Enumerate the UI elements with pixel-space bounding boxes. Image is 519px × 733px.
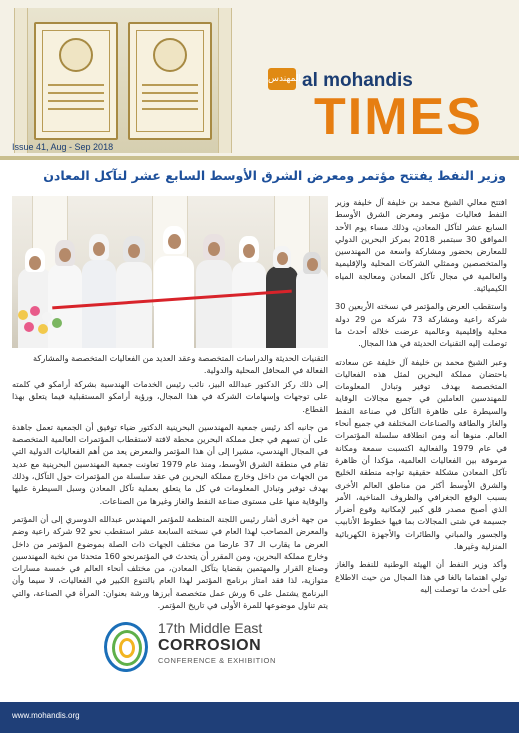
pillar bbox=[14, 8, 28, 153]
footer-bar bbox=[0, 702, 519, 733]
person bbox=[82, 222, 116, 348]
rings-icon bbox=[104, 622, 148, 672]
event-name: CORROSION bbox=[158, 637, 262, 654]
brand-name: al mohandis bbox=[302, 70, 413, 91]
person bbox=[154, 218, 194, 348]
article-paragraph: وأكد وزير النفط أن الهيئة الوطنية للنفط والغاز تولي اهتماما بالغا في هذا المجال من حيث الاطلاع على أحدث ما توصلت إليه bbox=[335, 559, 507, 594]
plaque-right bbox=[128, 22, 212, 140]
article-paragraph: إلى ذلك ركز الدكتور عبدالله البيز، نائب رئيس الخدمات الهندسية بشركة أرامكو في كلمته على توجهات وإسهامات الشركة في هذا المجال، ورؤية أرامكو المستقبلية فيما يتعلق بهذا القطاع. bbox=[12, 379, 328, 414]
person bbox=[266, 228, 298, 348]
person bbox=[196, 222, 232, 348]
ribbon-cutting-photo bbox=[12, 196, 328, 348]
person bbox=[232, 224, 266, 348]
issue-label: Issue 41, Aug - Sep 2018 bbox=[12, 142, 114, 152]
article-paragraph: وعبر الشيخ محمد بن خليفة آل خليفة عن سعادته باحتضان مملكة البحرين لمثل هذه الفعاليات المتخصصة بهدف توفير وتبادل المعلومات للمهندسين العاملين في جميع مجالات الوقاية والسيطرة على ظاهرة التآكل في صناعة النفط والغاز والطاقة والصناعات المختلفة في جميع أنحاء العالم. منوها أنه ومن انطلاقة سلسلة المؤتمرات في عام 1979 والفعالية اكتسبت سمعة ومكانة مرموقة بين الفعاليات العالمية، مؤكدا أن ظاهرة تآكل المعادن مشكلة حقيقية تواجه منطقة الخليج والشرق الأوسط أكثر من مناطق العالم الأخرى بسبب الوقع الجغرافي والظروف المناخية، الأمر الذي أصبح مصدر قلق كبير لإمكانية وقوع أضرار جسيمة في شتى المجالات بما فيها خطوط الأنابيب والجسور والمباني والطائرات والأجهزة الكهربائية المنزلية وغيرها. bbox=[335, 356, 507, 552]
person bbox=[116, 224, 152, 348]
masthead-photo bbox=[14, 8, 232, 153]
person bbox=[296, 232, 328, 348]
article-column-right bbox=[335, 196, 507, 696]
article-paragraph: افتتح معالي الشيخ محمد بن خليفة آل خليفة وزير النفط فعاليات مؤتمر ومعرض الشرق الأوسط السابع عشر لتآكل المعادن، وذلك مساء يوم الأحد الموافق 30 سبتمبر 2018 بمركز البحرين الدولي للمعارض بحضور ومشاركة واسعة من المهندسين والمتخصصين وممثلي الشركات المحلية والإقليمية والعالمية في مجال تآكل المعادن ومعالجة المياه الكيميائية. bbox=[335, 197, 507, 294]
article-headline: وزير النفط يفتتح مؤتمر ومعرض الشرق الأوسط السابع عشر لتآكل المعادن bbox=[43, 168, 506, 183]
flower-arrangement bbox=[12, 304, 72, 348]
article-paragraph: واستقطب العرض والمؤتمر في نسخته الأربعين 30 شركة راعية ومشاركة 73 شركة من 29 دولة محلية وإقليمية وعالمية عرضت خلاله أحدث ما توصلت إليه التقنيات الحديثة في هذا المجال. bbox=[335, 301, 507, 349]
website-link[interactable]: www.mohandis.org bbox=[12, 711, 80, 720]
event-subtitle: CONFERENCE & EXHIBITION bbox=[158, 656, 276, 665]
pillar bbox=[218, 8, 232, 153]
mohandis-logo: المهندس bbox=[268, 68, 296, 90]
publication-title: TIMES bbox=[314, 88, 483, 146]
photo-caption: التقنيات الحديثة والدراسات المتخصصة وعقد العديد من الفعاليات المتخصصة والمشاركة الفعالة في المحافل المحلية والدولية. bbox=[33, 353, 328, 375]
article-paragraph: من جهة أخرى أشار رئيس اللجنة المنظمة للمؤتمر المهندس عبدالله الدوسري إلى أن المؤتمر والمعرض المصاحب لهذا العام في نسخته السابعة عشر استقطب نحو 92 شركة راعية وضم العرض ما يقارب الـ 37 عارضا من مختلف الجهات ذات الصلة بموضوع المؤتمر من داخل وخارج مملكة البحرين، ومن المقرر أن يتحدث في المؤتمرنحو 160 متحدثا من نخبة المهندسين وصناع القرار والمهتمين بقضايا بتآكل المعادن، من مختلف أنحاء العالم في خمسة مسارات متوازية، لذا فقد امتاز برنامج المؤتمر لهذا العام بالتنوع الكبير في الفعاليات، لا سيما وأن البرنامج يشتمل على 6 ورش عمل متخصصة أبرزها ورشة بعنوان: المرأة في الصناعة، والتي يتم تناول موضوعها للمرة الأولى في تاريخ المؤتمر. bbox=[12, 513, 328, 611]
plaque-left bbox=[34, 22, 118, 140]
masthead bbox=[262, 68, 512, 154]
corrosion-event-logo bbox=[104, 616, 334, 686]
event-edition: 17th Middle East bbox=[158, 620, 263, 636]
article-paragraph: من جانبه أكد رئيس جمعية المهندسين البحرينية الدكتور ضياء توفيق أن الجمعية تعمل جاهدة على أن تسهم في جعل مملكة البحرين محطة لافتة لاستقطاب المؤتمرات العالمية المتخصصة في المجال الهندسي، مشيرا إلى أن هذا المؤتمر والمعرض يعد من أهم الفعاليات الدولية التي تقام في منطقة الشرق الأوسط، ومنذ عام 1979 تعاونت جمعية المهندسين البحرينية مع عديد من الجهات من داخل وخارج مملكة البحرين في عقد سلسلة من المؤتمرات حول التآكل، وذلك بهدف توفير وتبادل المعلومات في كل ما يتعلق بعملية تآكل المعادن وسبل السيطرة عليها والوقاية منها على مستوى صناعة النفط والغاز وغيرها من الصناعات. bbox=[12, 421, 328, 506]
